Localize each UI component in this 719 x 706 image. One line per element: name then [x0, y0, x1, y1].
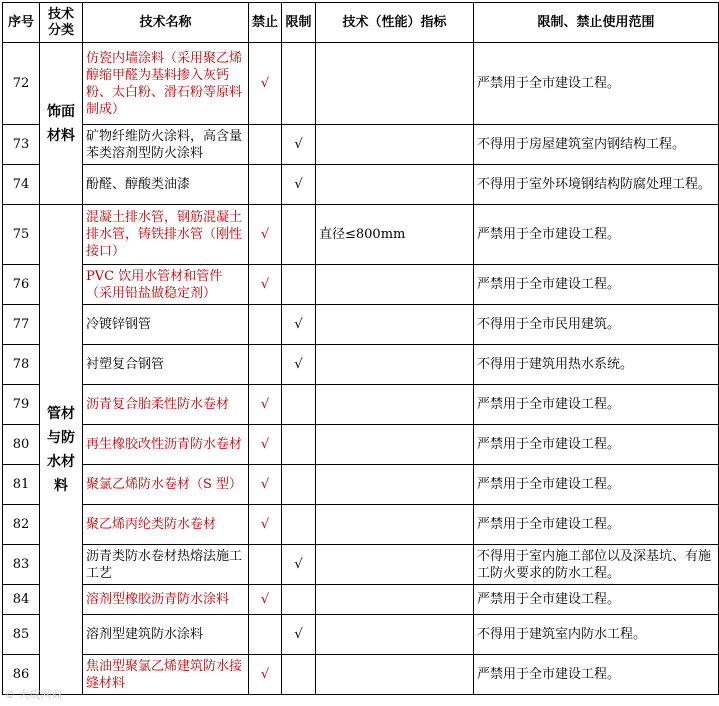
restricted-mark: [282, 43, 316, 125]
row-scope: 严禁用于全市建设工程。: [474, 425, 719, 465]
table-row: [3, 125, 719, 165]
row-name: 酚醛、醇酸类油漆: [83, 165, 249, 205]
banned-mark: √: [249, 425, 282, 465]
row-spec: [316, 305, 474, 345]
banned-mark: [249, 545, 282, 585]
restricted-mark: [282, 505, 316, 545]
row-spec: [316, 265, 474, 305]
banned-mark: [249, 345, 282, 385]
banned-mark: [249, 305, 282, 345]
restricted-mark: [282, 655, 316, 695]
header-name: 技术名称: [83, 3, 249, 43]
row-spec: [316, 465, 474, 505]
row-scope: 严禁用于全市建设工程。: [474, 43, 719, 125]
banned-mark: √: [249, 205, 282, 265]
row-name: 矿物纤维防火涂料，高含量苯类溶剂型防火涂料: [83, 125, 249, 165]
category-decor: 饰面材料: [40, 43, 83, 205]
row-spec: [316, 43, 474, 125]
row-name: 再生橡胶改性沥青防水卷材: [83, 425, 249, 465]
row-spec: [316, 615, 474, 655]
restricted-mark: √: [282, 615, 316, 655]
header-category: 技术分类: [40, 3, 83, 43]
row-name: 混凝土排水管，钢筋混凝土排水管，铸铁排水管（刚性接口）: [83, 205, 249, 265]
header-scope: 限制、禁止使用范围: [474, 3, 719, 43]
row-no: 80: [3, 425, 40, 465]
row-spec: [316, 425, 474, 465]
row-name: 焦油型聚氯乙烯建筑防水接缝材料: [83, 655, 249, 695]
table-row: [3, 545, 719, 585]
banned-mark: √: [249, 385, 282, 425]
row-no: 85: [3, 615, 40, 655]
restricted-mark: √: [282, 165, 316, 205]
row-name: 聚乙烯丙纶类防水卷材: [83, 505, 249, 545]
row-name: 仿瓷内墙涂料（采用聚乙烯醇缩甲醛为基料掺入灰钙粉、太白粉、滑石粉等原料制成）: [83, 43, 249, 125]
watermark: © 大成网商: [4, 688, 63, 701]
row-spec: [316, 345, 474, 385]
banned-mark: √: [249, 43, 282, 125]
row-no: 79: [3, 385, 40, 425]
row-no: 78: [3, 345, 40, 385]
restricted-mark: [282, 205, 316, 265]
row-name: PVC 饮用水管材和管件（采用铅盐做稳定剂）: [83, 265, 249, 305]
row-no: 77: [3, 305, 40, 345]
banned-mark: √: [249, 265, 282, 305]
row-scope: 严禁用于全市建设工程。: [474, 465, 719, 505]
row-name: 沥青类防水卷材热熔法施工工艺: [83, 545, 249, 585]
row-scope: 严禁用于全市建设工程。: [474, 205, 719, 265]
row-no: 81: [3, 465, 40, 505]
restricted-mark: √: [282, 305, 316, 345]
row-name: 沥青复合胎柔性防水卷材: [83, 385, 249, 425]
table-row: [3, 385, 719, 425]
row-scope: 不得用于建筑室内防水工程。: [474, 615, 719, 655]
header-banned: 禁止: [249, 3, 282, 43]
table-row: [3, 165, 719, 205]
restricted-mark: [282, 385, 316, 425]
table-row: [3, 615, 719, 655]
row-scope: 不得用于全市民用建筑。: [474, 305, 719, 345]
row-name: 冷镀锌钢管: [83, 305, 249, 345]
banned-mark: [249, 615, 282, 655]
restricted-mark: √: [282, 345, 316, 385]
table-row: [3, 505, 719, 545]
row-spec: [316, 385, 474, 425]
row-no: 82: [3, 505, 40, 545]
row-scope: 严禁用于全市建设工程。: [474, 585, 719, 615]
technology-table: [2, 2, 719, 695]
row-spec: [316, 655, 474, 695]
restricted-mark: [282, 425, 316, 465]
table-row: [3, 265, 719, 305]
row-scope: 不得用于室外环境钢结构防腐处理工程。: [474, 165, 719, 205]
row-spec: [316, 505, 474, 545]
category-pipe: 管材与防水材料: [40, 205, 83, 695]
row-no: 73: [3, 125, 40, 165]
row-scope: 严禁用于全市建设工程。: [474, 265, 719, 305]
table-row: [3, 585, 719, 615]
row-spec: [316, 165, 474, 205]
banned-mark: √: [249, 585, 282, 615]
row-scope: 不得用于房屋建筑室内钢结构工程。: [474, 125, 719, 165]
header-restricted: 限制: [282, 3, 316, 43]
row-name: 溶剂型建筑防水涂料: [83, 615, 249, 655]
row-name: 衬塑复合钢管: [83, 345, 249, 385]
restricted-mark: √: [282, 125, 316, 165]
banned-mark: [249, 125, 282, 165]
banned-mark: √: [249, 655, 282, 695]
restricted-mark: [282, 265, 316, 305]
table-row: [3, 465, 719, 505]
banned-mark: √: [249, 505, 282, 545]
row-spec: 直径≤800mm: [316, 205, 474, 265]
banned-mark: √: [249, 465, 282, 505]
header-spec: 技术（性能）指标: [316, 3, 474, 43]
row-scope: 严禁用于全市建设工程。: [474, 385, 719, 425]
row-no: 72: [3, 43, 40, 125]
row-no: 83: [3, 545, 40, 585]
row-scope: 不得用于室内施工部位以及深基坑、有施工防火要求的防水工程。: [474, 545, 719, 585]
row-spec: [316, 585, 474, 615]
row-spec: [316, 125, 474, 165]
table-row: [3, 345, 719, 385]
row-scope: 严禁用于全市建设工程。: [474, 505, 719, 545]
table-row: [3, 305, 719, 345]
restricted-mark: √: [282, 545, 316, 585]
restricted-mark: [282, 585, 316, 615]
table-row: [3, 425, 719, 465]
row-name: 聚氯乙烯防水卷材（S 型）: [83, 465, 249, 505]
row-scope: 严禁用于全市建设工程。: [474, 655, 719, 695]
table-row: [3, 205, 719, 265]
header-row: [3, 3, 719, 43]
table-row: [3, 655, 719, 695]
row-no: 75: [3, 205, 40, 265]
row-no: 74: [3, 165, 40, 205]
row-no: 84: [3, 585, 40, 615]
row-spec: [316, 545, 474, 585]
row-no: 76: [3, 265, 40, 305]
table-row: [3, 43, 719, 125]
banned-mark: [249, 165, 282, 205]
restricted-mark: [282, 465, 316, 505]
row-name: 溶剂型橡胶沥青防水涂料: [83, 585, 249, 615]
header-no: 序号: [3, 3, 40, 43]
row-no: 86: [3, 655, 40, 695]
row-scope: 不得用于建筑用热水系统。: [474, 345, 719, 385]
